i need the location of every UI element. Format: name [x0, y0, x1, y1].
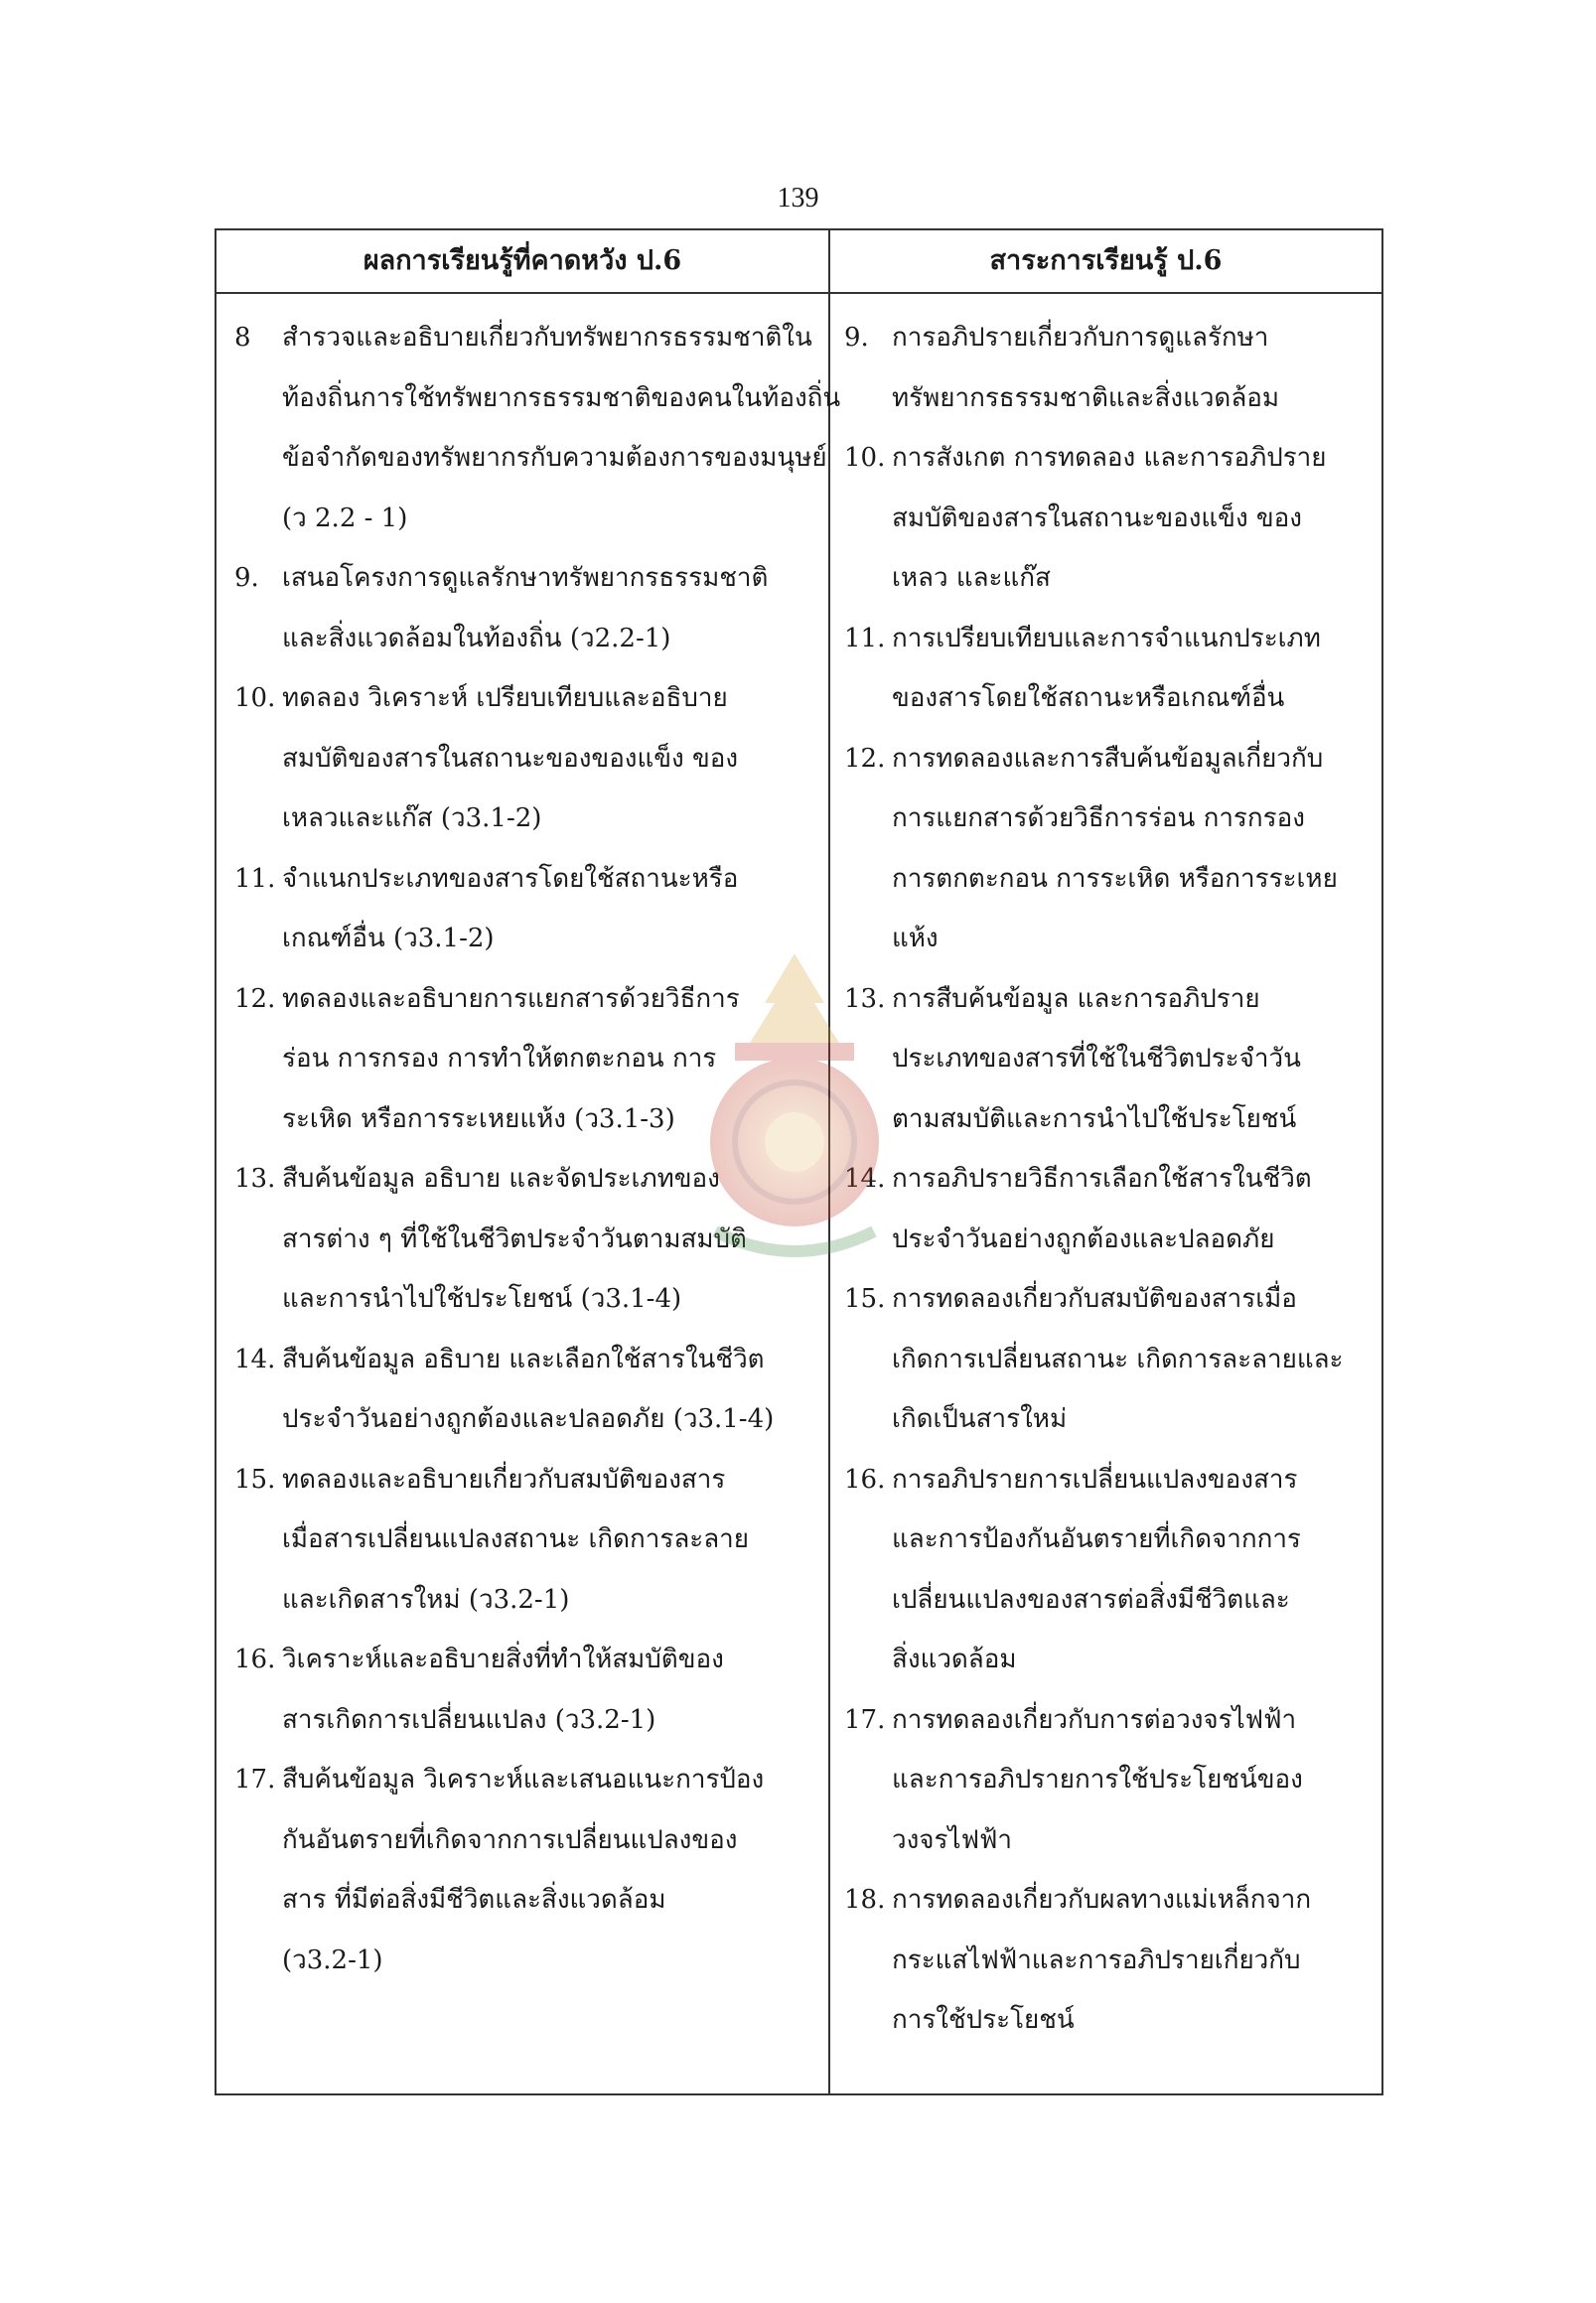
outcome-item-line: และการนำไปใช้ประโยชน์ (ว3.1-4): [282, 1284, 682, 1314]
outcome-item: [234, 1330, 816, 1450]
content-item-line: การแยกสารด้วยวิธีการร่อน การกรอง: [892, 803, 1305, 833]
outcome-item-text: [282, 308, 840, 548]
outcome-item-number: 10.: [234, 683, 276, 713]
content-item-text: [892, 1690, 1371, 1871]
content-item-line: สิ่งแวดล้อม: [892, 1645, 1017, 1674]
content-item-number: 18.: [844, 1885, 886, 1915]
outcome-item-text: [282, 1750, 816, 1990]
content-item: [844, 729, 1371, 969]
content-item-line: แห้ง: [892, 924, 939, 953]
outcome-item-line: ทดลองและอธิบายการแยกสารด้วยวิธีการ: [282, 983, 740, 1014]
outcome-item: [234, 969, 816, 1150]
content-item-number: 17.: [844, 1704, 886, 1735]
outcome-item: [234, 849, 816, 969]
content-item-text: [892, 729, 1371, 969]
content-item-line: การเปรียบเทียบและการจำแนกประเภท: [892, 623, 1321, 653]
expected-outcomes-column: [234, 308, 841, 1990]
header-expected-outcomes: ผลการเรียนรู้ที่คาดหวัง ป.6: [363, 245, 682, 276]
outcome-item-number: 8: [234, 323, 251, 353]
outcome-item-line: กันอันตรายที่เกิดจากการเปลี่ยนแปลงของ: [282, 1824, 738, 1855]
outcome-item-text: [282, 668, 816, 849]
outcome-item: [234, 1630, 816, 1750]
content-item-line: ของสารโดยใช้สถานะหรือเกณฑ์อื่น: [892, 683, 1285, 713]
content-item-line: กระแสไฟฟ้าและการอภิปรายเกี่ยวกับ: [892, 1944, 1301, 1975]
content-item-number: 16.: [844, 1464, 886, 1495]
outcome-item-line: ข้อจำกัดของทรัพยากรกับความต้องการของมนุษย์: [282, 443, 827, 473]
content-item-number: 9.: [844, 323, 869, 353]
outcome-item-line: และเกิดสารใหม่ (ว3.2-1): [282, 1584, 570, 1615]
content-item-line: การทดลองเกี่ยวกับผลทางแม่เหล็กจาก: [892, 1885, 1312, 1915]
content-item-line: การตกตะกอน การระเหิด หรือการระเหย: [892, 863, 1338, 894]
content-item-line: เปลี่ยนแปลงของสารต่อสิ่งมีชีวิตและ: [892, 1584, 1290, 1615]
outcome-item: [234, 308, 841, 548]
content-item-line: การสืบค้นข้อมูล และการอภิปราย: [892, 983, 1260, 1014]
content-item-text: [892, 969, 1371, 1150]
content-item-line: การทดลองเกี่ยวกับการต่อวงจรไฟฟ้า: [892, 1704, 1297, 1735]
content-item-text: [892, 1450, 1371, 1690]
table-header-row: [217, 230, 1381, 294]
content-item-number: 13.: [844, 983, 886, 1014]
content-item-line: การใช้ประโยชน์: [892, 2005, 1075, 2035]
outcome-item-line: จำแนกประเภทของสารโดยใช้สถานะหรือ: [282, 863, 739, 894]
content-item-line: ประเภทของสารที่ใช้ในชีวิตประจำวัน: [892, 1044, 1301, 1074]
content-item-line: เหลว และแก๊ส: [892, 563, 1051, 593]
outcome-item-line: เสนอโครงการดูแลรักษาทรัพยากรธรรมชาติ: [282, 563, 769, 593]
outcome-item-line: สำรวจและอธิบายเกี่ยวกับทรัพยากรธรรมชาติใน: [282, 323, 812, 353]
content-item-line: และการอภิปรายการใช้ประโยชน์ของ: [892, 1765, 1303, 1795]
learning-content-column: [844, 308, 1371, 2051]
header-learning-content: สาระการเรียนรู้ ป.6: [989, 245, 1223, 276]
content-item-line: วงจรไฟฟ้า: [892, 1824, 1012, 1855]
content-item-text: [892, 1149, 1371, 1269]
outcome-item-line: สาร ที่มีต่อสิ่งมีชีวิตและสิ่งแวดล้อม: [282, 1885, 666, 1915]
content-item-number: 10.: [844, 443, 886, 473]
content-item-line: การสังเกต การทดลอง และการอภิปราย: [892, 443, 1327, 473]
content-item-line: และการป้องกันอันตรายที่เกิดจากการ: [892, 1524, 1301, 1554]
content-item: [844, 1870, 1371, 2051]
outcome-item-line: สมบัติของสารในสถานะของของแข็ง ของ: [282, 743, 739, 774]
content-item-line: การอภิปรายเกี่ยวกับการดูแลรักษา: [892, 323, 1269, 353]
outcome-item-line: เหลวและแก๊ส (ว3.1-2): [282, 803, 542, 833]
content-item-text: [892, 1269, 1371, 1450]
outcome-item-line: วิเคราะห์และอธิบายสิ่งที่ทำให้สมบัติของ: [282, 1645, 724, 1674]
outcome-item-text: [282, 1450, 816, 1631]
page-number: 139: [777, 183, 819, 214]
outcome-item-text: [282, 548, 816, 668]
content-item-line: ทรัพยากรธรรมชาติและสิ่งแวดล้อม: [892, 382, 1279, 413]
outcome-item: [234, 1750, 816, 1990]
content-item-line: การอภิปรายการเปลี่ยนแปลงของสาร: [892, 1464, 1298, 1495]
content-item-line: สมบัติของสารในสถานะของแข็ง ของ: [892, 503, 1302, 533]
outcome-item-text: [282, 1149, 816, 1330]
outcome-item-number: 11.: [234, 863, 276, 894]
outcome-item-line: สืบค้นข้อมูล อธิบาย และจัดประเภทของ: [282, 1164, 720, 1194]
content-item-number: 15.: [844, 1284, 886, 1314]
content-item-line: เกิดเป็นสารใหม่: [892, 1404, 1068, 1434]
content-item-number: 12.: [844, 743, 886, 774]
outcome-item-number: 15.: [234, 1464, 276, 1495]
content-item-text: [892, 609, 1371, 729]
content-item-text: [892, 1870, 1371, 2051]
content-item-line: การทดลองและการสืบค้นข้อมูลเกี่ยวกับ: [892, 743, 1324, 774]
outcome-item-number: 13.: [234, 1164, 276, 1194]
content-item: [844, 1269, 1371, 1450]
outcome-item-number: 16.: [234, 1645, 276, 1674]
outcome-item-line: ทดลองและอธิบายเกี่ยวกับสมบัติของสาร: [282, 1464, 726, 1495]
outcome-item-line: สารเกิดการเปลี่ยนแปลง (ว3.2-1): [282, 1704, 656, 1735]
content-item-number: 14.: [844, 1164, 886, 1194]
content-item-text: [892, 308, 1371, 428]
outcome-item-number: 17.: [234, 1765, 276, 1795]
outcome-item-line: สืบค้นข้อมูล วิเคราะห์และเสนอแนะการป้อง: [282, 1765, 765, 1795]
content-item: [844, 1690, 1371, 1871]
curriculum-table: [215, 228, 1383, 2095]
content-item-text: [892, 428, 1371, 609]
outcome-item-line: (ว 2.2 - 1): [282, 503, 408, 533]
outcome-item-text: [282, 1630, 816, 1750]
outcome-item: [234, 548, 816, 668]
outcome-item: [234, 1450, 816, 1631]
outcome-item-line: สืบค้นข้อมูล อธิบาย และเลือกใช้สารในชีวิต: [282, 1344, 765, 1374]
content-item-line: ตามสมบัติและการนำไปใช้ประโยชน์: [892, 1103, 1297, 1134]
outcome-item-line: ประจำวันอย่างถูกต้องและปลอดภัย (ว3.1-4): [282, 1404, 775, 1434]
outcome-item-text: [282, 969, 816, 1150]
content-item: [844, 1450, 1371, 1690]
outcome-item: [234, 1149, 816, 1330]
outcome-item-line: ร่อน การกรอง การทำให้ตกตะกอน การ: [282, 1044, 717, 1074]
content-item: [844, 428, 1371, 609]
outcome-item-number: 12.: [234, 983, 276, 1014]
content-item: [844, 1149, 1371, 1269]
outcome-item-line: ระเหิด หรือการระเหยแห้ง (ว3.1-3): [282, 1103, 675, 1134]
content-item-line: เกิดการเปลี่ยนสถานะ เกิดการละลายและ: [892, 1344, 1344, 1374]
content-item: [844, 609, 1371, 729]
content-item: [844, 969, 1371, 1150]
outcome-item-line: (ว3.2-1): [282, 1944, 383, 1975]
outcome-item-line: และสิ่งแวดล้อมในท้องถิ่น (ว2.2-1): [282, 623, 671, 653]
outcome-item-text: [282, 849, 816, 969]
outcome-item-number: 9.: [234, 563, 259, 593]
content-item-line: ประจำวันอย่างถูกต้องและปลอดภัย: [892, 1223, 1275, 1254]
content-item-line: การทดลองเกี่ยวกับสมบัติของสารเมื่อ: [892, 1284, 1297, 1314]
outcome-item-line: สารต่าง ๆ ที่ใช้ในชีวิตประจำวันตามสมบัติ: [282, 1223, 747, 1254]
content-item-number: 11.: [844, 623, 886, 653]
outcome-item: [234, 668, 816, 849]
outcome-item-line: เมื่อสารเปลี่ยนแปลงสถานะ เกิดการละลาย: [282, 1524, 749, 1554]
content-item-line: การอภิปรายวิธีการเลือกใช้สารในชีวิต: [892, 1164, 1312, 1194]
content-item: [844, 308, 1371, 428]
outcome-item-number: 14.: [234, 1344, 276, 1374]
outcome-item-line: ท้องถิ่นการใช้ทรัพยากรธรรมชาติของคนในท้องถิ่น: [282, 382, 841, 413]
outcome-item-line: ทดลอง วิเคราะห์ เปรียบเทียบและอธิบาย: [282, 683, 728, 713]
outcome-item-text: [282, 1330, 816, 1450]
outcome-item-line: เกณฑ์อื่น (ว3.1-2): [282, 924, 495, 953]
